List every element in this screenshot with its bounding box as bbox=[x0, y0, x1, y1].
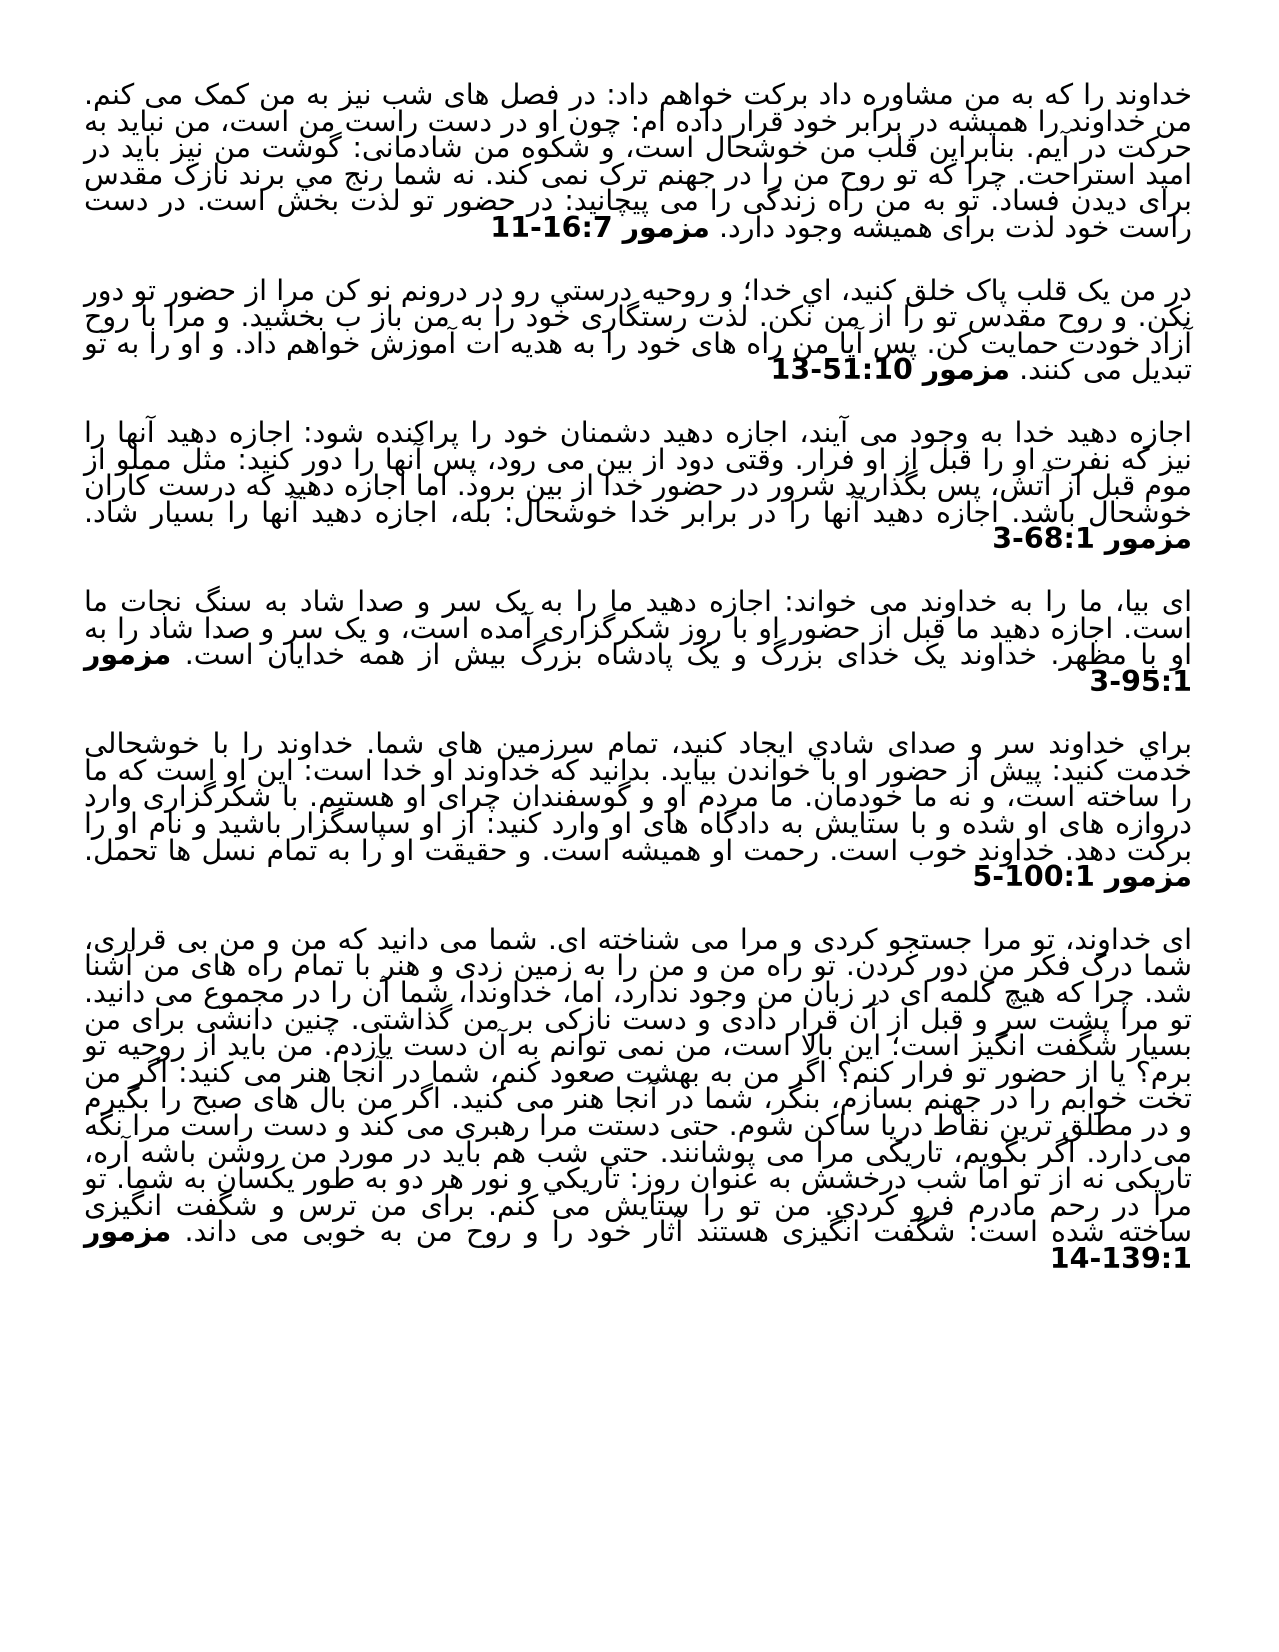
passage-text: ای بیا، ما را به خداوند می خواند: اجازه دهید ما را به یک سر و صدا شاد به سنگ نجات ما است. اجازه دهید ما قبل از حضور او با روز شکرگزاری آمده است، و یک سر و صدا شاد را به او با مظهر. خداوند یک خدای بزرگ و یک پادشاه بزرگ بیش از همه خدایان است. bbox=[84, 584, 1192, 672]
passage-psalm-139 bbox=[84, 922, 1192, 1275]
passage-text: خداوند را که به من مشاوره داد برکت خواهم داد: در فصل های شب نیز به من کمک می کنم. من خداوند را همیشه در برابر خود قرار داده ام: چون او در دست راست من است، من نباید به حرکت در آیم. بنابراین قلب من خوشحال است، و شکوه من شادمانی: گوشت من نیز باید در امید استراحت. چرا که تو روح من را در جهنم ترک نمی کند. نه شما رنج مي برند نازک مقدس برای دیدن فساد. تو به من راه زندگی را می پیچانید: در حضور تو لذت بخش است. در دست راست خود لذت برای همیشه وجود دارد. bbox=[84, 78, 1192, 244]
scripture-reference: مزمور 95:1-3 bbox=[84, 638, 1192, 698]
passage-text: ای خداوند، تو مرا جستجو کردی و مرا می شناخته ای. شما می دانید که من و من بی قراری، شما درک فکر من دور کردن. تو راه من و من را به زمین زدی و هنر با تمام راه های من آشنا شد. چرا که هیچ کلمه ای در زبان من وجود ندارد، اما، خداوندا، شما آن را در مجموع می دانید. تو مرا پشت سر و قبل از آن قرار دادی و دست نازکی بر من گذاشتی. چنین دانشی برای من بسیار شگفت انگیز است؛ این بالا است، من نمی توانم به آن دست یازدم. من باید از روحیه تو برم؟ یا از حضور تو فرار کنم؟ اگر من به بهشت صعود کنم، شما در آنجا هنر می کنید: اگر من تخت خوابم را در جهنم بسازم، بنگر، شما در آنجا هنر می کنید. اگر من بال های صبح را بگیرم و در مطلق ترین نقاط دریا ساکن شوم. حتی دستت مرا رهبری می کند و دست راست مرا نگه می دارد. اگر بگویم، تاریکی مرا می پوشانند. حتي شب هم باید در مورد من روشن باشه آره، تاریکی نه از تو اما شب درخشش به عنوان روز: تاریکي و نور هر دو به طور یکسان به شما. تو مرا در رحم مادرم فرو کردي. من تو را ستایش می کنم. برای من ترس و شگفت انگیزی ساخته شده است: شگفت انگیزی هستند آثار خود را و روح من به خوبی می داند. bbox=[84, 922, 1192, 1249]
scripture-reference: مزمور 16:7-11 bbox=[490, 210, 710, 244]
passage-psalm-95 bbox=[84, 584, 1192, 698]
scripture-reference: مزمور 51:10-13 bbox=[770, 353, 1010, 387]
passage-psalm-51 bbox=[84, 273, 1192, 387]
passage-text: براي خداوند سر و صدای شادي ایجاد کنید، تمام سرزمین های شما. خداوند را با خوشحالی خدمت کنید: پیش از حضور او با خواندن بیاید. بدانید که خداوند او خدا است: این او است که ما را ساخته است، و نه ما خودمان. ما مردم او و گوسفندان چرای او هستیم. با شکرگزاری وارد دروازه های او شده و با ستایش به دادگاه های او وارد کنید: از او سپاسگزار باشید و نام او را برکت دهد. خداوند خوب است. رحمت او همیشه است. و حقیقت او را به تمام نسل ها تحمل. bbox=[84, 727, 1192, 867]
passage-psalm-16 bbox=[84, 78, 1192, 244]
passage-text: اجازه دهید خدا به وجود می آیند، اجازه دهید دشمنان خود را پراکنده شود: اجازه دهید آنها را نیز که نفرت او را قبل از او فرار. وقتی دود از بین می رود، پس آنها را دور کنید: مثل مملو از موم قبل از آتش، پس بگذارید شرور در حضور خدا از بین برود. اما اجازه دهید که درست کاران خوشحال باشد. اجازه دهید آنها را در برابر خدا خوشحال: بله، اجازه دهید آنها را بسیار شاد. bbox=[84, 415, 1192, 529]
passage-psalm-100 bbox=[84, 727, 1192, 894]
scripture-reference: مزمور 100:1-5 bbox=[972, 860, 1192, 894]
document-body bbox=[84, 78, 1192, 1309]
passage-psalm-68 bbox=[84, 415, 1192, 556]
passage-text: در من یک قلب پاک خلق کنید، اي خدا؛ و روحيه درستي رو در درونم نو کن مرا از حضور تو دور نکن. و روح مقدس تو را از من نکن. لذت رستگاری خود را به من باز ب بخشید. و مرا با روح آزاد خودت حمایت کن. پس آیا من راه های خود را به هدیه ات آموزش خواهم داد. و او را به تو تبدیل می کنند. bbox=[84, 273, 1192, 387]
scripture-reference: مزمور 68:1-3 bbox=[992, 522, 1192, 556]
scripture-reference: مزمور 139:1-14 bbox=[84, 1215, 1192, 1275]
